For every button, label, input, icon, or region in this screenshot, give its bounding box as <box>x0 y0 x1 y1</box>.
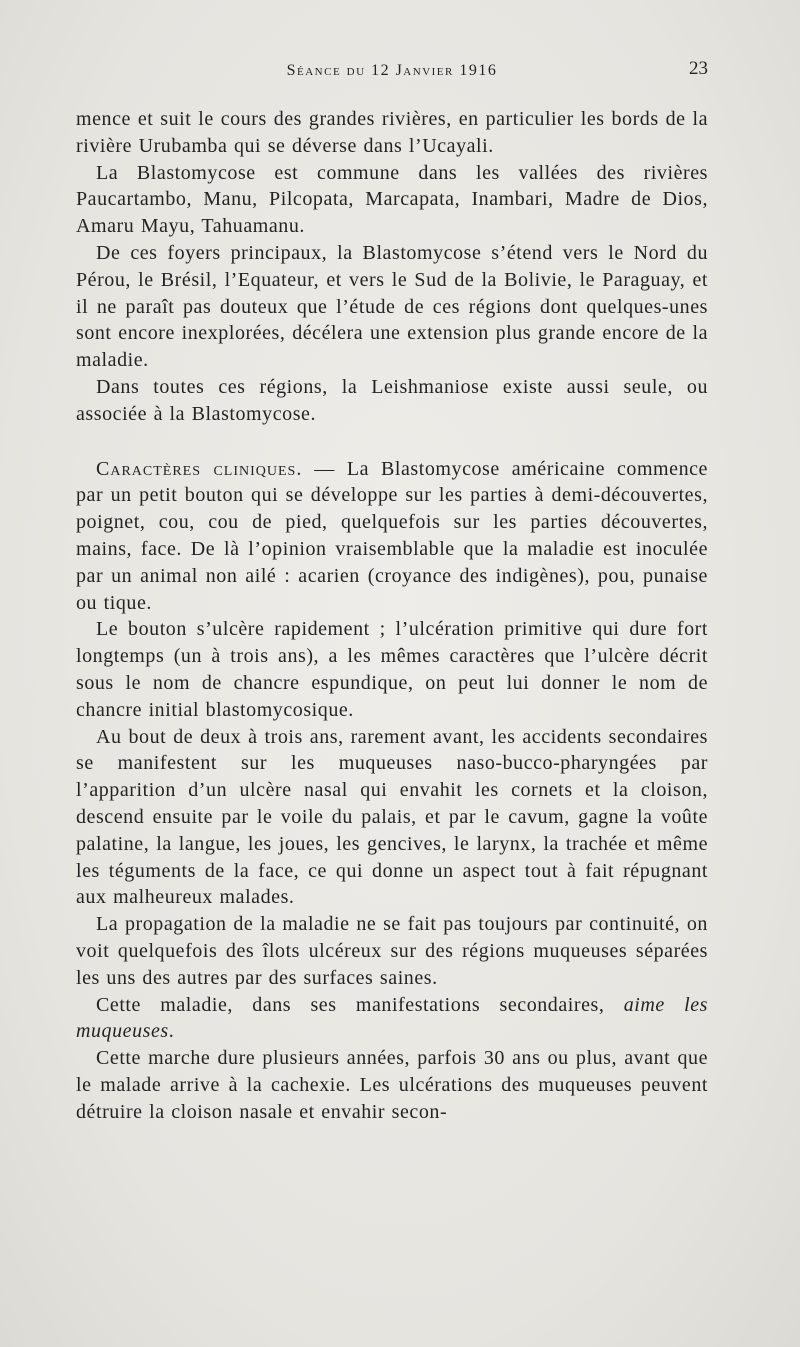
section-text: La Blastomycose américaine commence par un petit bouton qui se développe sur les parties à demi-découvertes, poignet, cou, cou de pied, quelquefois sur les parties découvertes, mains, face. De là l’opinion vraisemblable que la maladie est inoculée par un animal non ailé : acarien (croyance des indigènes), pou, punaise ou tique. <box>76 457 708 614</box>
paragraph: Cette marche dure plusieurs années, parfois 30 ans ou plus, avant que le malade arrive à la cachexie. Les ulcérations des muqueuses peuvent détruire la cloison nasale et envahir secon- <box>76 1047 708 1123</box>
paragraph: Le bouton s’ulcère rapidement ; l’ulcération primitive qui dure fort longtemps (un à trois ans), a les mêmes caractères que l’ulcère décrit sous le nom de chancre espundique, on peut lui donner le nom de chancre initial blastomycosique. <box>76 618 708 721</box>
section-gap <box>76 428 708 456</box>
paragraph: De ces foyers principaux, la Blastomycose s’étend vers le Nord du Pérou, le Brésil, l’Equateur, et vers le Sud de la Bolivie, le Paraguay, et il ne paraît pas douteux que l’étude de ces régions dont quelques-unes sont encore inexplorées, décélera une extension plus grande encore de la maladie. <box>76 241 708 372</box>
running-head <box>76 58 708 88</box>
section-heading: Caractères cliniques. <box>96 457 303 480</box>
body-text <box>76 106 708 1125</box>
paragraph: La propagation de la maladie ne se fait pas toujours par continuité, on voit quelquefois des îlots ulcéreux sur des régions muqueuses séparées les uns des autres par des surfaces saines. <box>76 913 708 989</box>
emphasis-paragraph <box>76 992 708 1046</box>
emphasis-before: Cette maladie, dans ses manifestations secondaires, <box>96 993 624 1016</box>
paragraph: Dans toutes ces régions, la Leishmaniose existe aussi seule, ou associée à la Blastomycose. <box>76 375 708 425</box>
paragraph: La Blastomycose est commune dans les vallées des rivières Paucartambo, Manu, Pilcopata, Marcapata, Inambari, Madre de Dios, Amaru Mayu, Tahuamanu. <box>76 161 708 238</box>
section-opening-paragraph <box>76 456 708 617</box>
page-number: 23 <box>689 58 708 79</box>
paragraph: mence et suit le cours des grandes rivières, en particulier les bords de la rivière Urubamba qui se déverse dans l’Ucayali. <box>76 108 708 157</box>
emphasis-italic: aime les muqueuses <box>76 993 708 1043</box>
paragraph: Au bout de deux à trois ans, rarement avant, les accidents secondaires se manifestent sur les muqueuses naso-bucco-pharyngées par l’apparition d’un ulcère nasal qui envahit les cornets et la cloison, descend ensuite par le voile du palais, et par le cavum, gagne la voûte palatine, la langue, les joues, les gencives, le larynx, la trachée et même les téguments de la face, ce qui donne un aspect tout à fait répugnant aux malheureux malades. <box>76 725 708 909</box>
emphasis-after: . <box>168 1020 175 1043</box>
running-title: Séance du 12 Janvier 1916 <box>286 62 498 79</box>
heading-dash: — <box>302 457 347 480</box>
